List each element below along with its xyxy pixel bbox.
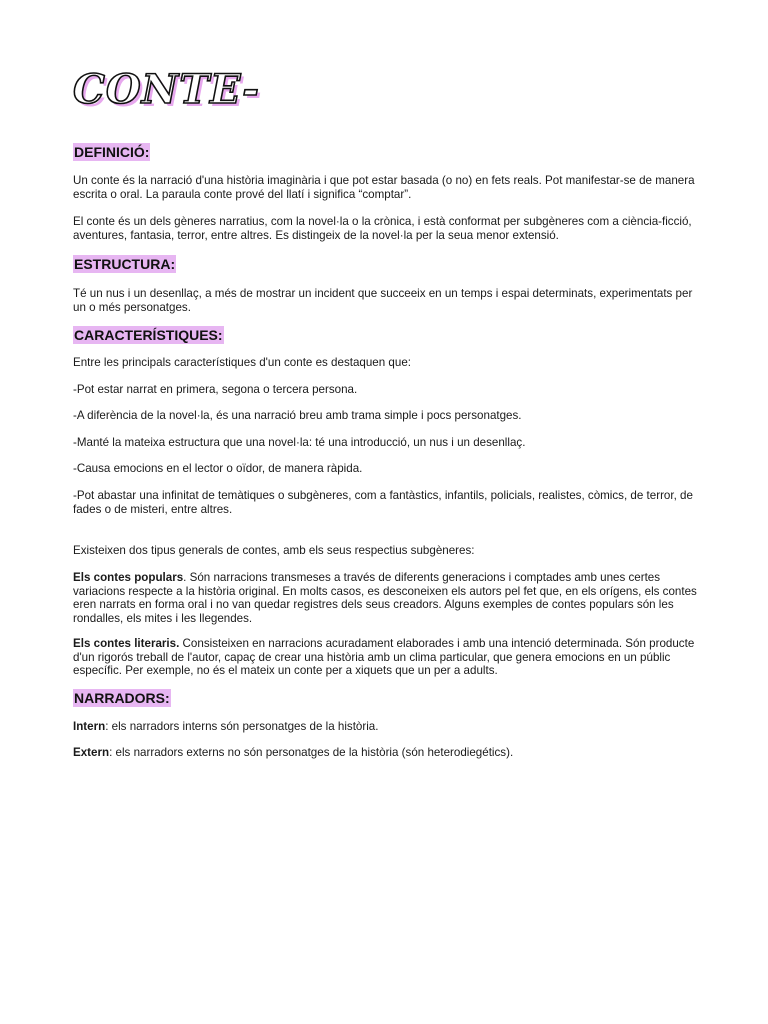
contes-literaris-text: Consisteixen en narracions acuradament elaborades i amb una intenció determinada. Són producte d'un rigorós treball de l'autor, capaç de crear una història amb un clima particular, que genera emocions en un públic específic. Per exemple, no és el mateix un conte per a xiquets que un per a adults. bbox=[73, 637, 695, 678]
definicio-paragraph-2: El conte és un dels gèneres narratius, com la novel·la o la crònica, i està conformat per subgèneres com a ciència-ficció, aventures, fantasia, terror, entre altres. Es distingeix de la novel·la per la seua menor extensió. bbox=[73, 215, 692, 242]
contes-populars-label: Els contes populars bbox=[73, 571, 184, 584]
contes-populars-text: . Són narracions transmeses a través de diferents generacions i comptades amb unes certes variacions respecte a la història original. En molts casos, es desconeixen els autors pel fet que, en els orígens, els contes eren narrats en forma oral i no van quedar registres dels seus creadors. Alguns exemples de contes populars són les rondalles, els mites i les llegendes. bbox=[73, 571, 697, 625]
narrador-extern-paragraph bbox=[73, 746, 703, 760]
heading-estructura: ESTRUCTURA: bbox=[74, 256, 176, 272]
narrador-intern-text: : els narradors interns són personatges de la història. bbox=[105, 720, 379, 733]
definicio-paragraph-1: Un conte és la narració d'una història imaginària i que pot estar basada (o no) en fets reals. Pot manifestar-se de manera escrita o oral. La paraula conte prové del llatí i significa “comptar”. bbox=[73, 174, 695, 201]
caracteristica-item: -Manté la mateixa estructura que una novel·la: té una introducció, un nus i un desenllaç. bbox=[73, 436, 526, 449]
contes-literaris-label: Els contes literaris. bbox=[73, 637, 180, 650]
contes-literaris-paragraph bbox=[73, 637, 703, 678]
narrador-extern-text: : els narradors externs no són personatges de la història (són heterodiegétics). bbox=[109, 746, 514, 759]
narrador-intern-label: Intern bbox=[73, 720, 106, 733]
heading-caracteristiques: CARACTERÍSTIQUES: bbox=[74, 327, 223, 343]
contes-populars-paragraph bbox=[73, 571, 703, 625]
caracteristica-item: -Causa emocions en el lector o oïdor, de manera ràpida. bbox=[73, 462, 363, 475]
caracteristica-item: -Pot abastar una infinitat de temàtiques o subgèneres, com a fantàstics, infantils, policials, realistes, còmics, de terror, de fades o de misteri, entre altres. bbox=[73, 489, 693, 516]
heading-narradors: NARRADORS: bbox=[74, 690, 170, 706]
estructura-paragraph: Té un nus i un desenllaç, a més de mostrar un incident que succeeix en un temps i espai determinats, experimentats per un o més personatges. bbox=[73, 287, 693, 314]
caracteristica-item: -Pot estar narrat en primera, segona o tercera persona. bbox=[73, 383, 358, 396]
caracteristica-item: -A diferència de la novel·la, és una narració breu amb trama simple i pocs personatges. bbox=[73, 409, 522, 422]
narrador-extern-label: Extern bbox=[73, 746, 110, 759]
caracteristiques-intro: Entre les principals característiques d'un conte es destaquen que: bbox=[73, 356, 411, 369]
heading-definicio: DEFINICIÓ: bbox=[74, 144, 150, 160]
tipus-intro: Existeixen dos tipus generals de contes, amb els seus respectius subgèneres: bbox=[73, 544, 475, 557]
narrador-intern-paragraph bbox=[73, 720, 703, 734]
document-title: CONTE- bbox=[73, 66, 260, 113]
